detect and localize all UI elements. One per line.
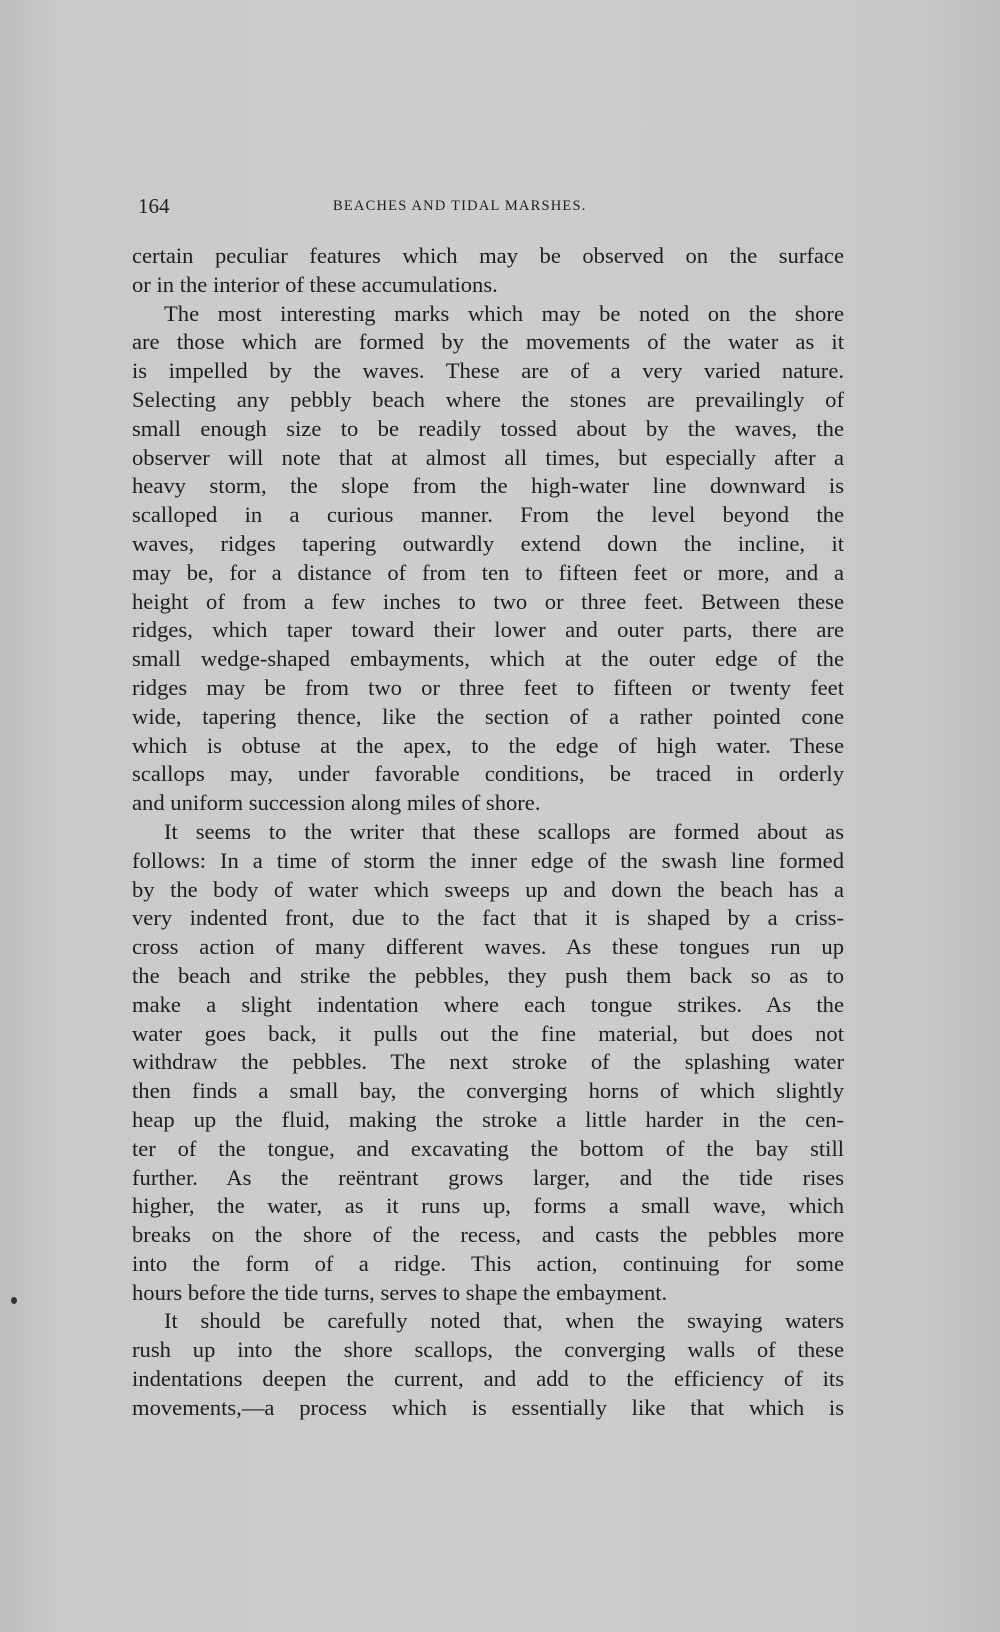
text-line: which is obtuse at the apex, to the edge of high water. These	[132, 732, 844, 758]
page-number: 164	[138, 194, 170, 218]
text-line: the beach and strike the pebbles, they push them back so as to	[132, 962, 844, 988]
running-head	[138, 194, 843, 222]
text-line: small enough size to be readily tossed about by the waves, the	[132, 415, 844, 441]
text-line: small wedge-shaped embayments, which at the outer edge of the	[132, 646, 844, 672]
text-line: breaks on the shore of the recess, and casts the pebbles more	[132, 1222, 844, 1248]
text-line: rush up into the shore scallops, the converging walls of these	[132, 1337, 844, 1363]
text-line: higher, the water, as it runs up, forms a small wave, which	[132, 1193, 844, 1219]
text-line: scalloped in a curious manner. From the level beyond the	[132, 502, 844, 528]
text-line: scallops may, under favorable conditions, be traced in orderly	[132, 761, 844, 787]
text-line: ridges, which taper toward their lower and outer parts, there are	[132, 617, 844, 643]
text-line: ter of the tongue, and excavating the bottom of the bay still	[132, 1135, 844, 1161]
text-line: then finds a small bay, the converging horns of which slightly	[132, 1078, 844, 1104]
text-line: observer will note that at almost all times, but especially after a	[132, 444, 844, 470]
text-line: or in the interior of these accumulations.	[132, 271, 498, 297]
text-line: withdraw the pebbles. The next stroke of the splashing water	[132, 1049, 844, 1075]
ink-speck	[11, 1297, 17, 1304]
text-line: cross action of many different waves. As these tongues run up	[132, 934, 844, 960]
text-line: waves, ridges tapering outwardly extend down the incline, it	[132, 530, 844, 556]
text-line: are those which are formed by the movements of the water as it	[132, 329, 844, 355]
text-line: water goes back, it pulls out the fine material, but does not	[132, 1020, 844, 1046]
text-line: and uniform succession along miles of shore.	[132, 790, 541, 816]
text-line: indentations deepen the current, and add to the efficiency of its	[132, 1366, 844, 1392]
text-line: further. As the reëntrant grows larger, and the tide rises	[132, 1164, 844, 1190]
text-line: height of from a few inches to two or three feet. Between these	[132, 588, 844, 614]
body-text	[132, 242, 844, 1423]
text-line: certain peculiar features which may be observed on the surface	[132, 243, 844, 268]
text-line: It seems to the writer that these scallops are formed about as	[164, 818, 844, 844]
text-line: heavy storm, the slope from the high-water line downward is	[132, 473, 844, 499]
text-line: follows: In a time of storm the inner edge of the swash line formed	[132, 847, 844, 873]
text-line: Selecting any pebbly beach where the stones are prevailingly of	[132, 386, 844, 412]
running-head-title: BEACHES AND TIDAL MARSHES.	[333, 198, 587, 214]
text-line: ridges may be from two or three feet to fifteen or twenty feet	[132, 674, 844, 700]
text-line: It should be carefully noted that, when the swaying waters	[164, 1308, 844, 1334]
text-line: is impelled by the waves. These are of a very varied nature.	[132, 358, 844, 384]
text-line: wide, tapering thence, like the section of a rather pointed cone	[132, 703, 844, 729]
text-line: by the body of water which sweeps up and down the beach has a	[132, 876, 844, 902]
text-line: hours before the tide turns, serves to shape the embayment.	[132, 1279, 668, 1305]
text-line: very indented front, due to the fact that it is shaped by a criss-	[132, 905, 844, 931]
text-line: may be, for a distance of from ten to fifteen feet or more, and a	[132, 559, 844, 585]
text-line: into the form of a ridge. This action, continuing for some	[132, 1250, 844, 1276]
text-line: The most interesting marks which may be noted on the shore	[164, 300, 844, 326]
text-line: movements,—a process which is essentially like that which is	[132, 1394, 844, 1420]
text-line: heap up the fluid, making the stroke a little harder in the cen-	[132, 1106, 844, 1132]
text-line: make a slight indentation where each tongue strikes. As the	[132, 991, 844, 1017]
